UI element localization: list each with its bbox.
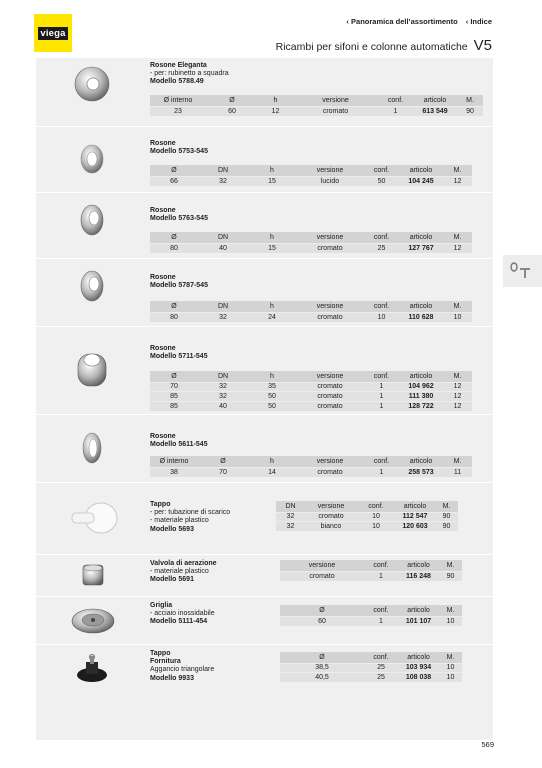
product-detail: Modello 5693 bbox=[150, 525, 194, 533]
table-cell: 12 bbox=[258, 106, 293, 116]
column-header: M. bbox=[439, 605, 462, 616]
table-header-row bbox=[280, 652, 462, 663]
column-header: h bbox=[248, 301, 296, 312]
column-header: versione bbox=[296, 165, 364, 176]
table-cell: cromato bbox=[296, 382, 364, 392]
product-detail: Fornitura bbox=[150, 658, 181, 666]
product-description bbox=[150, 560, 217, 585]
table-cell: 24 bbox=[248, 312, 296, 322]
divider bbox=[36, 258, 493, 259]
table-cell: 70 bbox=[150, 382, 198, 392]
divider bbox=[36, 126, 493, 127]
table-cell: 90 bbox=[435, 522, 458, 532]
column-header: Ø interno bbox=[150, 456, 198, 467]
product-image bbox=[77, 202, 107, 243]
table-header-row bbox=[276, 501, 458, 512]
table-cell: 70 bbox=[198, 467, 248, 477]
article-number: 110 628 bbox=[399, 312, 443, 322]
spec-table bbox=[280, 652, 462, 682]
spec-table bbox=[276, 501, 458, 531]
table-row bbox=[150, 401, 472, 411]
table-cell: cromato bbox=[296, 243, 364, 253]
table-cell: 60 bbox=[206, 106, 258, 116]
product-detail: Modello 5611-545 bbox=[150, 441, 208, 449]
column-header: DN bbox=[198, 232, 248, 243]
table-cell: 12 bbox=[443, 392, 472, 402]
product-name: Rosone bbox=[150, 140, 176, 147]
table-cell: 10 bbox=[357, 512, 395, 522]
table-cell: 80 bbox=[150, 243, 198, 253]
table-header-row bbox=[280, 605, 462, 616]
column-header: conf. bbox=[364, 165, 399, 176]
table-cell: 12 bbox=[443, 382, 472, 392]
table-header-row bbox=[150, 95, 483, 106]
product-name: Rosone bbox=[150, 207, 176, 214]
product-item bbox=[36, 192, 493, 258]
product-image bbox=[79, 430, 105, 471]
table-cell: cromato bbox=[296, 392, 364, 402]
product-name: Griglia bbox=[150, 602, 173, 609]
spec-table bbox=[150, 95, 483, 116]
product-item bbox=[36, 596, 493, 644]
table-cell: 40 bbox=[198, 401, 248, 411]
table-cell: 35 bbox=[248, 382, 296, 392]
table-header-row bbox=[150, 371, 472, 382]
product-detail: Modello 5753-545 bbox=[150, 148, 208, 156]
page-header bbox=[276, 37, 492, 54]
product-image bbox=[77, 268, 107, 309]
table-cell: 1 bbox=[378, 106, 413, 116]
table-cell: 23 bbox=[150, 106, 206, 116]
product-item bbox=[36, 482, 493, 554]
table-cell: 15 bbox=[248, 176, 296, 186]
product-image bbox=[68, 498, 120, 543]
table-cell: 10 bbox=[439, 673, 462, 683]
table-cell: cromato bbox=[305, 512, 357, 522]
table-cell: lucido bbox=[296, 176, 364, 186]
table-cell: 10 bbox=[439, 663, 462, 673]
divider bbox=[36, 554, 493, 555]
product-name: Tappo bbox=[150, 650, 171, 657]
table-cell: cromato bbox=[296, 467, 364, 477]
table-row bbox=[150, 106, 483, 116]
table-cell: 1 bbox=[364, 616, 398, 626]
top-navigation bbox=[346, 17, 492, 26]
table-row bbox=[150, 243, 472, 253]
column-header: articolo bbox=[398, 652, 439, 663]
table-cell: cromato bbox=[293, 106, 378, 116]
table-cell: 32 bbox=[276, 512, 305, 522]
product-list bbox=[36, 58, 493, 740]
product-detail: Modello 5787-545 bbox=[150, 282, 208, 290]
column-header: conf. bbox=[364, 456, 399, 467]
table-row bbox=[280, 663, 462, 673]
product-item bbox=[36, 326, 493, 414]
table-cell: 15 bbox=[248, 243, 296, 253]
column-header: versione bbox=[280, 560, 364, 571]
column-header: Ø bbox=[280, 605, 364, 616]
product-item bbox=[36, 414, 493, 482]
column-header: M. bbox=[443, 232, 472, 243]
product-detail: - acciaio inossidabile bbox=[150, 610, 215, 618]
table-cell: 1 bbox=[364, 571, 398, 581]
product-detail: - materiale plastico bbox=[150, 517, 209, 525]
column-header: versione bbox=[296, 301, 364, 312]
product-image bbox=[72, 346, 112, 397]
table-row bbox=[276, 512, 458, 522]
product-item bbox=[36, 258, 493, 326]
spec-table bbox=[150, 371, 472, 411]
product-description bbox=[150, 345, 208, 361]
column-header: M. bbox=[457, 95, 483, 106]
spec-table bbox=[150, 165, 472, 186]
column-header: articolo bbox=[399, 371, 443, 382]
column-header: conf. bbox=[378, 95, 413, 106]
column-header: conf. bbox=[364, 371, 399, 382]
product-name: Valvola di aerazione bbox=[150, 560, 217, 567]
divider bbox=[36, 596, 493, 597]
table-cell: 40 bbox=[198, 243, 248, 253]
column-header: DN bbox=[198, 371, 248, 382]
table-cell: 32 bbox=[198, 176, 248, 186]
table-cell: 12 bbox=[443, 176, 472, 186]
table-cell: 38 bbox=[150, 467, 198, 477]
column-header: articolo bbox=[399, 456, 443, 467]
column-header: M. bbox=[439, 560, 462, 571]
column-header: M. bbox=[443, 301, 472, 312]
table-cell: 50 bbox=[364, 176, 399, 186]
table-cell: cromato bbox=[280, 571, 364, 581]
product-description bbox=[150, 602, 215, 627]
column-header: versione bbox=[293, 95, 378, 106]
product-description bbox=[150, 433, 208, 449]
column-header: versione bbox=[296, 371, 364, 382]
product-name: Tappo bbox=[150, 501, 171, 508]
table-header-row bbox=[150, 232, 472, 243]
table-cell: 32 bbox=[198, 382, 248, 392]
table-cell: 40,5 bbox=[280, 673, 364, 683]
table-cell: 12 bbox=[443, 401, 472, 411]
column-header: DN bbox=[198, 165, 248, 176]
product-image bbox=[77, 142, 107, 181]
table-row bbox=[280, 571, 462, 581]
column-header: articolo bbox=[399, 165, 443, 176]
divider bbox=[36, 482, 493, 483]
product-description bbox=[150, 62, 229, 87]
page-number: 569 bbox=[481, 740, 494, 749]
page-title: Ricambi per sifoni e colonne automatiche bbox=[275, 41, 468, 53]
table-cell: 60 bbox=[280, 616, 364, 626]
table-cell: cromato bbox=[296, 401, 364, 411]
article-number: 108 038 bbox=[398, 673, 439, 683]
divider bbox=[36, 192, 493, 193]
divider bbox=[36, 414, 493, 415]
table-cell: 90 bbox=[439, 571, 462, 581]
column-header: conf. bbox=[364, 560, 398, 571]
table-cell: 90 bbox=[435, 512, 458, 522]
article-number: 104 245 bbox=[399, 176, 443, 186]
table-cell: 1 bbox=[364, 467, 399, 477]
column-header: M. bbox=[443, 456, 472, 467]
column-header: Ø bbox=[150, 371, 198, 382]
column-header: conf. bbox=[364, 652, 398, 663]
table-cell: 50 bbox=[248, 401, 296, 411]
product-name: Rosone bbox=[150, 274, 176, 281]
table-cell: 25 bbox=[364, 663, 398, 673]
table-cell: 10 bbox=[364, 312, 399, 322]
column-header: conf. bbox=[364, 301, 399, 312]
product-detail: Modello 9933 bbox=[150, 674, 194, 682]
column-header: conf. bbox=[364, 605, 398, 616]
product-item bbox=[36, 58, 493, 126]
spec-table bbox=[280, 605, 462, 626]
column-header: h bbox=[248, 456, 296, 467]
table-row bbox=[280, 673, 462, 683]
product-image bbox=[78, 562, 108, 593]
table-cell: 50 bbox=[248, 392, 296, 402]
column-header: Ø interno bbox=[150, 95, 206, 106]
table-cell: 32 bbox=[198, 392, 248, 402]
table-cell: 14 bbox=[248, 467, 296, 477]
divider bbox=[36, 326, 493, 327]
column-header: Ø bbox=[150, 232, 198, 243]
product-description bbox=[150, 207, 208, 223]
column-header: h bbox=[248, 371, 296, 382]
column-header: articolo bbox=[413, 95, 457, 106]
column-header: articolo bbox=[395, 501, 435, 512]
product-detail: Modello 5111-454 bbox=[150, 618, 208, 626]
article-number: 112 547 bbox=[395, 512, 435, 522]
table-cell: 25 bbox=[364, 243, 399, 253]
table-row bbox=[150, 312, 472, 322]
overview-link[interactable]: ‹ Panoramica dell’assortimento bbox=[346, 17, 458, 26]
product-detail: Modello 5763-545 bbox=[150, 215, 208, 223]
table-cell: 38,5 bbox=[280, 663, 364, 673]
column-header: Ø bbox=[198, 456, 248, 467]
table-cell: cromato bbox=[296, 312, 364, 322]
viega-logo: viega bbox=[34, 14, 72, 52]
article-number: 103 934 bbox=[398, 663, 439, 673]
column-header: articolo bbox=[399, 232, 443, 243]
column-header: DN bbox=[276, 501, 305, 512]
article-number: 101 107 bbox=[398, 616, 439, 626]
product-name: Rosone Eleganta bbox=[150, 62, 207, 69]
product-detail: - per: tubazione di scarico bbox=[150, 509, 231, 517]
column-header: versione bbox=[296, 232, 364, 243]
table-cell: 1 bbox=[364, 401, 399, 411]
table-cell: 32 bbox=[198, 312, 248, 322]
table-cell: 12 bbox=[443, 243, 472, 253]
product-item bbox=[36, 554, 493, 596]
spec-table bbox=[280, 560, 462, 581]
product-detail: Modello 5788.49 bbox=[150, 78, 204, 86]
product-item bbox=[36, 126, 493, 192]
column-header: conf. bbox=[357, 501, 395, 512]
table-cell: 66 bbox=[150, 176, 198, 186]
table-row bbox=[150, 176, 472, 186]
column-header: Ø bbox=[206, 95, 258, 106]
column-header: articolo bbox=[398, 560, 439, 571]
product-description bbox=[150, 650, 214, 683]
table-cell: 10 bbox=[439, 616, 462, 626]
product-detail: Modello 5691 bbox=[150, 576, 194, 584]
column-header: Ø bbox=[280, 652, 364, 663]
column-header: h bbox=[258, 95, 293, 106]
table-cell: 11 bbox=[443, 467, 472, 477]
product-detail: - per: rubinetto a squadra bbox=[150, 70, 229, 78]
article-number: 104 962 bbox=[399, 382, 443, 392]
product-image bbox=[72, 64, 112, 109]
table-row bbox=[150, 382, 472, 392]
table-cell: 10 bbox=[357, 522, 395, 532]
product-image bbox=[74, 654, 110, 691]
table-cell: bianco bbox=[305, 522, 357, 532]
table-row bbox=[280, 616, 462, 626]
table-cell: 10 bbox=[443, 312, 472, 322]
column-header: M. bbox=[435, 501, 458, 512]
product-item bbox=[36, 644, 493, 694]
column-header: Ø bbox=[150, 165, 198, 176]
column-header: articolo bbox=[399, 301, 443, 312]
spec-table bbox=[150, 456, 472, 477]
column-header: articolo bbox=[398, 605, 439, 616]
table-cell: 32 bbox=[276, 522, 305, 532]
article-number: 116 248 bbox=[398, 571, 439, 581]
product-name: Rosone bbox=[150, 345, 176, 352]
table-header-row bbox=[150, 165, 472, 176]
article-number: 258 573 bbox=[399, 467, 443, 477]
column-header: versione bbox=[296, 456, 364, 467]
section-tab[interactable] bbox=[503, 255, 542, 287]
product-name: Rosone bbox=[150, 433, 176, 440]
table-cell: 1 bbox=[364, 392, 399, 402]
section-code: V5 bbox=[473, 37, 492, 54]
spec-table bbox=[150, 301, 472, 322]
index-link[interactable]: ‹ Indice bbox=[465, 17, 492, 26]
product-detail: Modello 5711-545 bbox=[150, 353, 208, 361]
product-description bbox=[150, 274, 208, 290]
table-cell: 25 bbox=[364, 673, 398, 683]
table-header-row bbox=[150, 301, 472, 312]
table-row bbox=[150, 392, 472, 402]
column-header: h bbox=[248, 165, 296, 176]
article-number: 111 380 bbox=[399, 392, 443, 402]
product-description bbox=[150, 501, 230, 534]
product-detail: - materiale plastico bbox=[150, 568, 209, 576]
column-header: versione bbox=[305, 501, 357, 512]
column-header: M. bbox=[443, 371, 472, 382]
spec-table bbox=[150, 232, 472, 253]
article-number: 127 767 bbox=[399, 243, 443, 253]
article-number: 120 603 bbox=[395, 522, 435, 532]
table-cell: 90 bbox=[457, 106, 483, 116]
table-cell: 1 bbox=[364, 382, 399, 392]
divider bbox=[36, 644, 493, 645]
article-number: 613 549 bbox=[413, 106, 457, 116]
column-header: M. bbox=[439, 652, 462, 663]
product-description bbox=[150, 140, 208, 156]
siphon-ring-icon bbox=[503, 255, 542, 287]
table-header-row bbox=[280, 560, 462, 571]
article-number: 128 722 bbox=[399, 401, 443, 411]
product-image bbox=[70, 606, 116, 641]
column-header: M. bbox=[443, 165, 472, 176]
product-detail: Aggancio triangolare bbox=[150, 666, 215, 674]
table-cell: 85 bbox=[150, 401, 198, 411]
table-header-row bbox=[150, 456, 472, 467]
table-cell: 85 bbox=[150, 392, 198, 402]
column-header: h bbox=[248, 232, 296, 243]
column-header: DN bbox=[198, 301, 248, 312]
table-cell: 80 bbox=[150, 312, 198, 322]
column-header: conf. bbox=[364, 232, 399, 243]
table-row bbox=[276, 522, 458, 532]
table-row bbox=[150, 467, 472, 477]
column-header: Ø bbox=[150, 301, 198, 312]
